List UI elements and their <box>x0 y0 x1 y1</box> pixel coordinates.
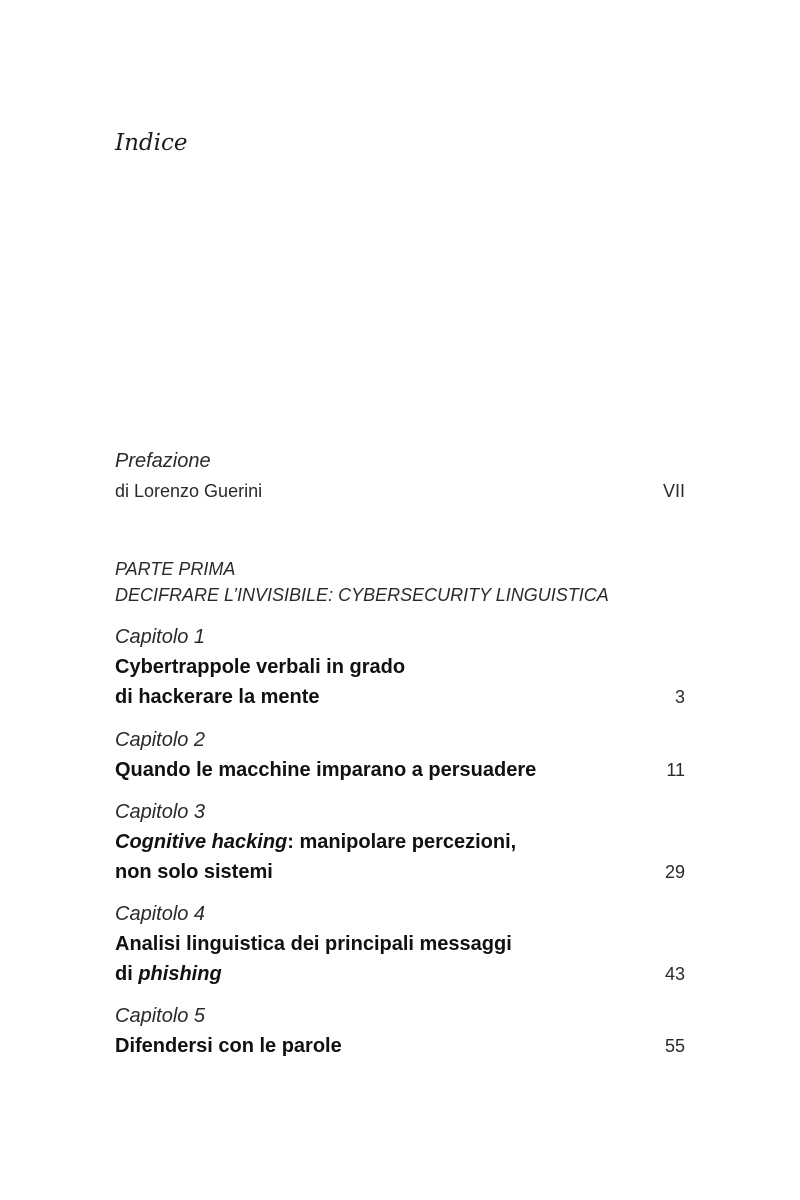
toc-entry-chapter-3 <box>115 797 685 887</box>
preface-page-number: VII <box>662 481 685 501</box>
chapter-5-page-number: 55 <box>664 1036 685 1056</box>
chapter-3-row <box>115 857 685 887</box>
chapter-3-page-number: 29 <box>664 862 685 882</box>
preface-label: Prefazione <box>115 450 211 472</box>
toc-entry-chapter-1 <box>115 622 685 712</box>
chapter-3-title-line-1 <box>115 827 685 857</box>
toc-entry-chapter-2 <box>115 725 685 785</box>
toc-part-one <box>115 556 685 608</box>
part-title: DECIFRARE L’INVISIBILE: CYBERSECURITY LINGUISTICA <box>115 585 609 605</box>
chapter-2-page-number: 11 <box>666 760 685 780</box>
chapter-3-title-line-2: non solo sistemi <box>115 861 273 883</box>
preface-row <box>115 476 685 506</box>
chapter-4-row <box>115 959 685 989</box>
chapter-4-title-line-1: Analisi linguistica dei principali messaggi <box>115 933 512 955</box>
chapter-4-title-pre: di <box>115 963 139 985</box>
chapter-1-label: Capitolo 1 <box>115 626 206 648</box>
toc-entry-chapter-5 <box>115 1001 685 1061</box>
chapter-4-title-emphasis: phishing <box>138 963 222 985</box>
chapter-5-row <box>115 1031 685 1061</box>
chapter-1-title-line-2: di hackerare la mente <box>115 686 320 708</box>
part-label: PARTE PRIMA <box>115 559 236 579</box>
chapter-4-page-number: 43 <box>664 964 685 984</box>
page-title: Indice <box>115 130 188 156</box>
toc-entry-chapter-4 <box>115 899 685 989</box>
chapter-2-label: Capitolo 2 <box>115 729 206 751</box>
chapter-3-title-rest: : manipolare percezioni, <box>287 831 517 853</box>
chapter-2-row <box>115 755 685 785</box>
chapter-3-title-emphasis: Cognitive hacking <box>115 831 288 853</box>
toc-entry-preface <box>115 446 685 506</box>
chapter-1-row <box>115 682 685 712</box>
chapter-4-label: Capitolo 4 <box>115 903 206 925</box>
chapter-1-page-number: 3 <box>674 687 685 707</box>
preface-author: di Lorenzo Guerini <box>115 481 263 501</box>
chapter-4-title-line-2 <box>115 959 222 989</box>
chapter-5-title: Difendersi con le parole <box>115 1035 342 1057</box>
chapter-3-label: Capitolo 3 <box>115 801 206 823</box>
chapter-5-label: Capitolo 5 <box>115 1005 206 1027</box>
chapter-1-title-line-1: Cybertrappole verbali in grado <box>115 656 406 678</box>
chapter-2-title: Quando le macchine imparano a persuadere <box>115 759 537 781</box>
